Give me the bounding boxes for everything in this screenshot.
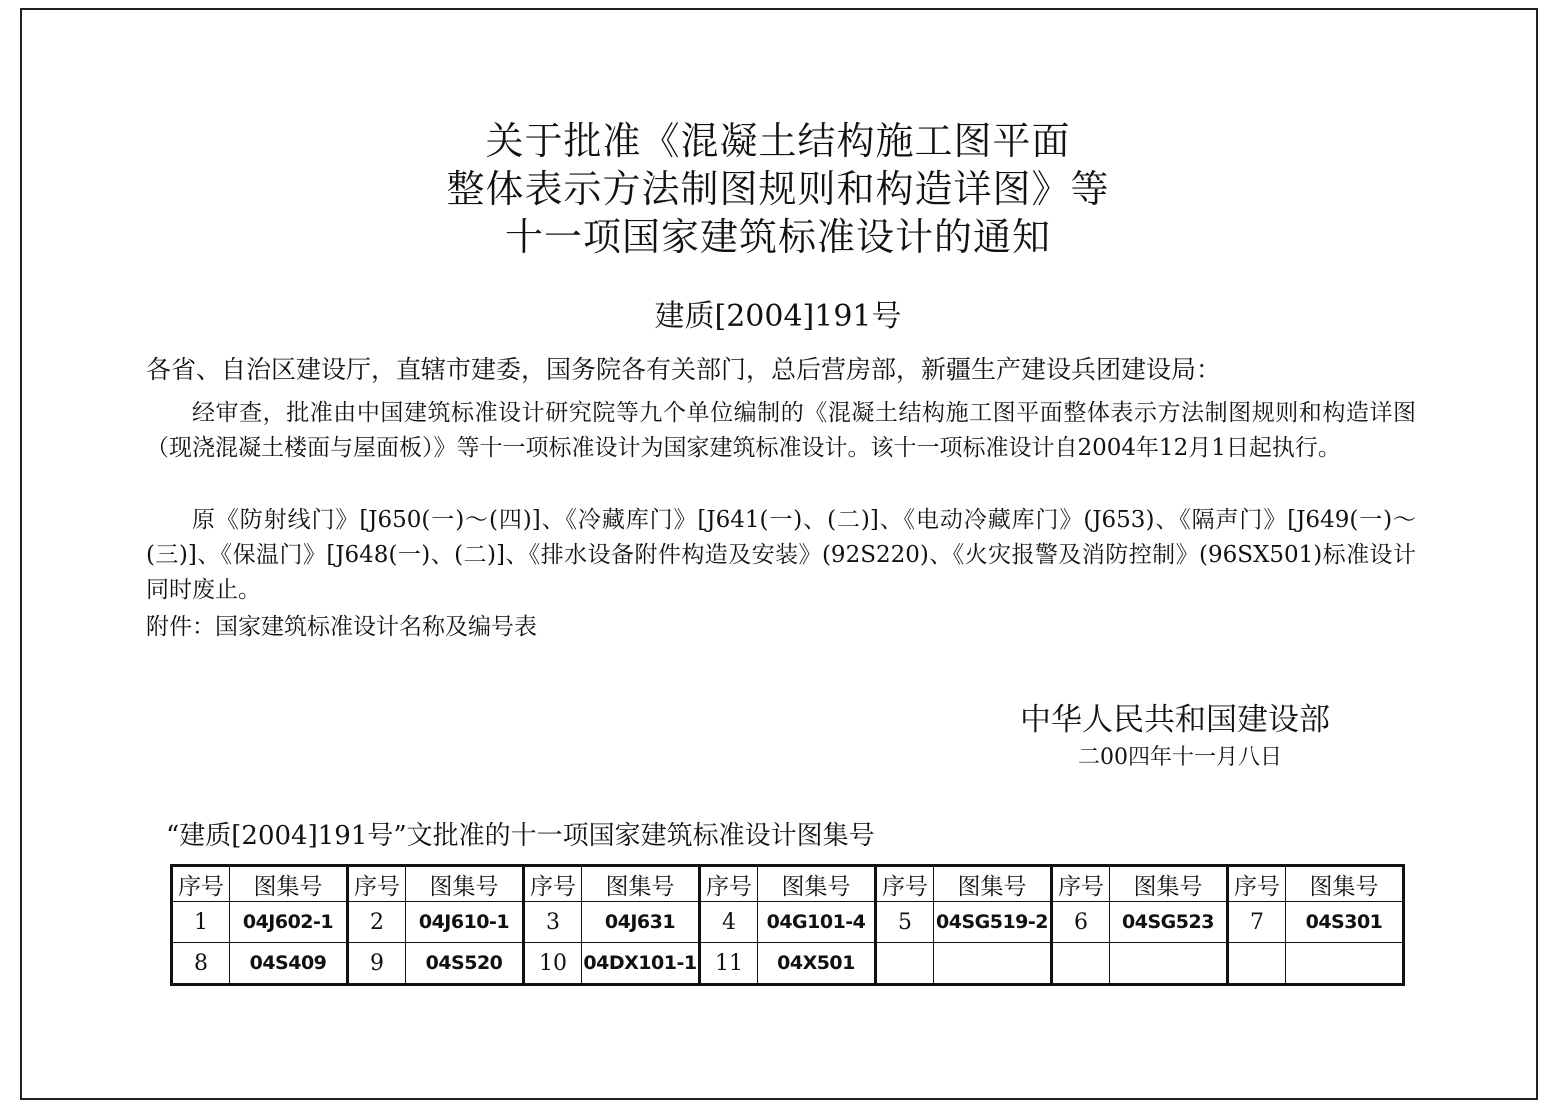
- header-seq: 序号: [876, 866, 934, 902]
- body-paragraph-approval: 经审查，批准由中国建筑标准设计研究院等九个单位编制的《混凝土结构施工图平面整体表示方法制图规则和构造详图（现浇混凝土楼面与屋面板）》等十一项标准设计为国家建筑标准设计。该十一项标准设计自2004年12月1日起执行。: [146, 400, 1416, 461]
- table-cell-code: 04S520: [406, 943, 524, 985]
- table-cell-code: 04S301: [1286, 902, 1404, 943]
- table-cell-empty: [1228, 943, 1286, 985]
- table-cell-code: 04G101-4: [758, 902, 876, 943]
- table-cell-seq: 4: [700, 902, 758, 943]
- issue-date: 二00四年十一月八日: [1078, 745, 1282, 770]
- table-cell-empty: [934, 943, 1052, 985]
- body-paragraph-abolished: 原《防射线门》[J650(一)～(四)]、《冷藏库门》[J641(一)、(二)]、《电动冷藏库门》(J653)、《隔声门》[J649(一)～(三)]、《保温门》[J648(一)、(二)]、《排水设备附件构造及安装》(92S220)、《火灾报警及消防控制》(96SX501)标准设计同时废止。: [146, 507, 1416, 603]
- issuing-authority: 中华人民共和国建设部: [1020, 702, 1330, 738]
- table-caption: “建质[2004]191号”文批准的十一项国家建筑标准设计图集号: [166, 821, 875, 851]
- table-cell-empty: [876, 943, 934, 985]
- attachment-note: 附件：国家建筑标准设计名称及编号表: [146, 614, 537, 640]
- document-number: 建质[2004]191号: [654, 299, 902, 334]
- table-cell-code: 04J602-1: [230, 902, 348, 943]
- table-cell-code: 04DX101-1: [582, 943, 700, 985]
- header-seq: 序号: [524, 866, 582, 902]
- table-cell-seq: 8: [172, 943, 230, 985]
- table-cell-seq: 7: [1228, 902, 1286, 943]
- header-code: 图集号: [758, 866, 876, 902]
- table-cell-seq: 3: [524, 902, 582, 943]
- table-cell-empty: [1286, 943, 1404, 985]
- notice-title-line-3: 十一项国家建筑标准设计的通知: [504, 215, 1051, 259]
- header-seq: 序号: [348, 866, 406, 902]
- table-cell-seq: 9: [348, 943, 406, 985]
- table-cell-empty: [1052, 943, 1110, 985]
- addressee-line: 各省、自治区建设厅，直辖市建委，国务院各有关部门，总后营房部，新疆生产建设兵团建设局：: [146, 355, 1222, 384]
- table-header-row: [172, 866, 1404, 902]
- table-row: [172, 943, 1404, 985]
- table-cell-seq: 6: [1052, 902, 1110, 943]
- header-code: 图集号: [1286, 866, 1404, 902]
- table-cell-code: 04SG519-2: [934, 902, 1052, 943]
- table-cell-seq: 11: [700, 943, 758, 985]
- header-seq: 序号: [172, 866, 230, 902]
- atlas-number-table: [170, 864, 1405, 986]
- table-cell-code: 04S409: [230, 943, 348, 985]
- header-seq: 序号: [1052, 866, 1110, 902]
- table-row: [172, 902, 1404, 943]
- header-code: 图集号: [582, 866, 700, 902]
- header-seq: 序号: [700, 866, 758, 902]
- table-cell-seq: 2: [348, 902, 406, 943]
- header-code: 图集号: [406, 866, 524, 902]
- table-cell-seq: 10: [524, 943, 582, 985]
- header-seq: 序号: [1228, 866, 1286, 902]
- table-cell-empty: [1110, 943, 1228, 985]
- header-code: 图集号: [230, 866, 348, 902]
- table-cell-code: 04J631: [582, 902, 700, 943]
- table-cell-code: 04J610-1: [406, 902, 524, 943]
- table-cell-code: 04SG523: [1110, 902, 1228, 943]
- notice-title-line-1: 关于批准《混凝土结构施工图平面: [485, 119, 1071, 163]
- table-cell-seq: 1: [172, 902, 230, 943]
- table-cell-seq: 5: [876, 902, 934, 943]
- table-cell-code: 04X501: [758, 943, 876, 985]
- notice-title-line-2: 整体表示方法制图规则和构造详图》等: [446, 167, 1110, 211]
- header-code: 图集号: [934, 866, 1052, 902]
- header-code: 图集号: [1110, 866, 1228, 902]
